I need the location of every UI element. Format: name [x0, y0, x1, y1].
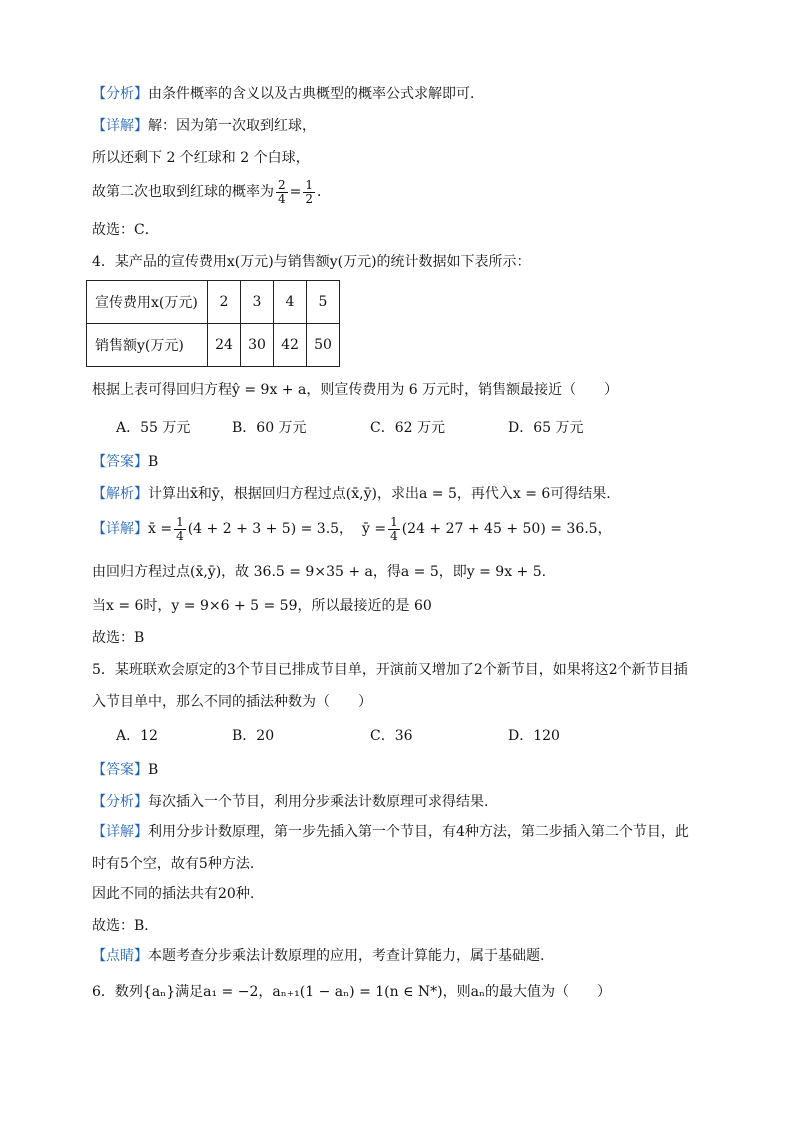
q4-stem: 4．某产品的宣传费用x(万元)与销售额y(万元)的统计数据如下表所示： — [92, 254, 531, 270]
q3-analysis-line — [92, 84, 484, 104]
q4-question: 根据上表可得回归方程ŷ = 9x + a，则宣传费用为 6 万元时，销售额最接近（ ） — [92, 382, 619, 398]
analysis-text: 由条件概率的含义以及古典概型的概率公式求解即可． — [148, 86, 484, 102]
answer-tag: 【答案】 — [92, 762, 148, 778]
q4-detail-line-2: 由回归方程过点(x̄,ȳ)，故 36.5 = 9×35 + a，得a = 5，即y = 9x + 5. — [92, 564, 547, 580]
table-cell: 3 — [241, 281, 274, 324]
detail-text: (4 + 2 + 3 + 5) = 3.5， — [187, 521, 354, 537]
table-cell: 24 — [208, 324, 241, 367]
analysis-text: 计算出x̄和ȳ，根据回归方程过点(x̄,ȳ)，求出a = 5，再代入x = 6可得结果. — [148, 486, 611, 502]
comment-text: 本题考查分步乘法计数原理的应用，考查计算能力，属于基础题. — [148, 948, 545, 964]
detail-text: 利用分步计数原理，第一步先插入第一个节目，有4种方法，第二步插入第二个节目，此 — [148, 824, 689, 840]
q5-choice: 故选：B. — [92, 918, 149, 934]
q3-choice: 故选：C． — [92, 222, 159, 238]
fraction-denominator: 4 — [390, 528, 398, 543]
q4-choice: 故选：B — [92, 630, 145, 646]
fraction-numerator: 1 — [390, 514, 398, 529]
fraction — [303, 179, 315, 206]
q5-option-b: B．20 — [232, 728, 275, 744]
detail-tag: 【详解】 — [92, 824, 148, 840]
detail-text: 解：因为第一次取到红球， — [148, 118, 316, 134]
detail-tag: 【详解】 — [92, 521, 148, 537]
table-cell: 4 — [274, 281, 307, 324]
table-row — [87, 281, 340, 324]
q5-option-d: D．120 — [508, 728, 560, 744]
q5-analysis-line — [92, 792, 488, 812]
detail-text: 故第二次也取到红球的概率为 — [92, 184, 274, 200]
fraction — [276, 179, 288, 206]
q5-stem-line-2: 入节目单中，那么不同的插法种数为（ ） — [92, 694, 372, 710]
table-cell: 42 — [274, 324, 307, 367]
q4-option-d: D．65 万元 — [508, 420, 584, 436]
q4-option-b: B．60 万元 — [232, 420, 307, 436]
q5-detail-line-2: 时有5个空，故有5种方法. — [92, 856, 255, 872]
q5-detail-line-1 — [92, 822, 689, 842]
comment-tag: 【点睛】 — [92, 948, 148, 964]
fraction-numerator: 2 — [278, 177, 286, 192]
fraction — [174, 516, 186, 543]
q3-detail-line-1 — [92, 116, 316, 136]
table-cell: 30 — [241, 324, 274, 367]
q4-analysis-line — [92, 484, 611, 504]
q4-option-a: A．55 万元 — [116, 420, 191, 436]
answer-value: B — [148, 762, 159, 778]
q5-stem-line-1: 5．某班联欢会原定的3个节目已排成节目单，开演前又增加了2个新节目，如果将这2个新节目插 — [92, 662, 688, 678]
analysis-tag: 【分析】 — [92, 86, 148, 102]
answer-value: B — [148, 454, 159, 470]
table-row-header: 宣传费用x(万元) — [87, 281, 208, 324]
q6-stem: 6．数列{aₙ}满足a₁ = −2，aₙ₊₁(1 − aₙ) = 1(n ∈ N*)，则aₙ的最大值为（ ） — [92, 984, 612, 1000]
detail-text: (24 + 27 + 45 + 50) = 36.5， — [401, 521, 612, 537]
fraction-denominator: 4 — [176, 528, 184, 543]
q5-option-a: A．12 — [116, 728, 158, 744]
table-row — [87, 324, 340, 367]
q5-answer-line — [92, 760, 158, 780]
q4-detail-line-3: 当x = 6时，y = 9×6 + 5 = 59，所以最接近的是 60 — [92, 598, 432, 614]
q5-comment-line — [92, 946, 544, 966]
q4-answer-line — [92, 452, 158, 472]
analysis-text: 每次插入一个节目，利用分步乘法计数原理可求得结果. — [148, 794, 489, 810]
detail-text: x̄ = — [148, 521, 173, 537]
detail-text: ȳ = — [361, 521, 387, 537]
fraction-numerator: 1 — [305, 177, 314, 192]
table-cell: 5 — [307, 281, 340, 324]
table-cell: 50 — [307, 324, 340, 367]
q4-data-table — [86, 280, 340, 367]
detail-tag: 【详解】 — [92, 118, 148, 134]
fraction-numerator: 1 — [176, 514, 184, 529]
q4-option-c: C．62 万元 — [370, 420, 445, 436]
analysis-tag: 【分析】 — [92, 794, 148, 810]
q4-detail-line-1 — [92, 512, 612, 546]
q5-option-c: C．36 — [370, 728, 413, 744]
analysis-tag: 【解析】 — [92, 486, 148, 502]
q5-detail-line-3: 因此不同的插法共有20种. — [92, 886, 255, 902]
equals-sign: = — [289, 184, 302, 200]
table-cell: 2 — [208, 281, 241, 324]
fraction — [388, 516, 400, 543]
detail-text: ． — [317, 184, 332, 200]
q3-detail-line-3 — [92, 176, 331, 208]
q3-detail-line-2: 所以还剩下 2 个红球和 2 个白球， — [92, 150, 310, 166]
table-row-header: 销售额y(万元) — [87, 324, 208, 367]
fraction-denominator: 2 — [305, 191, 314, 206]
fraction-denominator: 4 — [278, 191, 286, 206]
answer-tag: 【答案】 — [92, 454, 148, 470]
